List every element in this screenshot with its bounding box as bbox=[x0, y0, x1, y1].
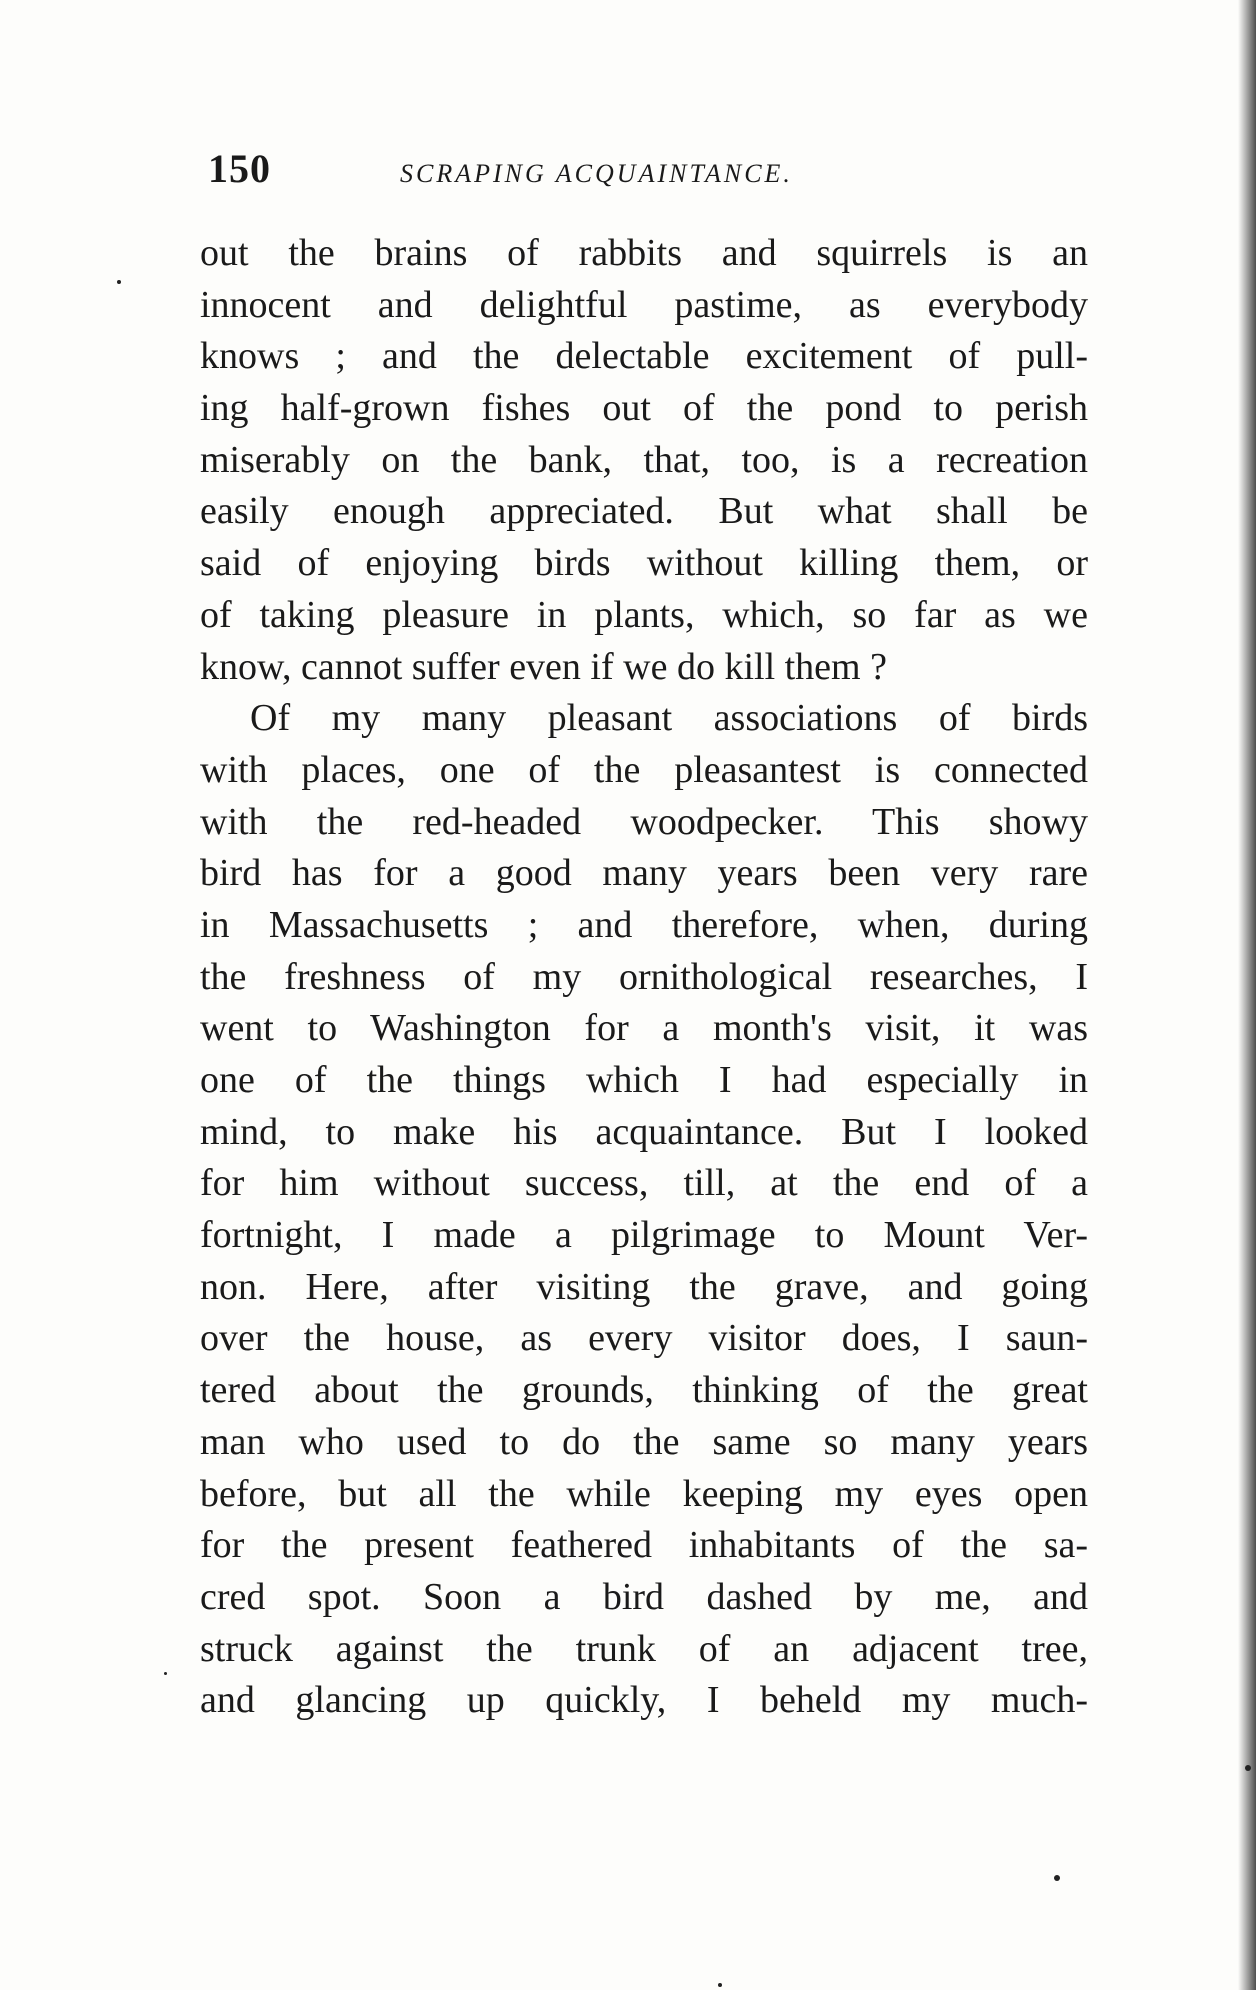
page-number: 150 bbox=[208, 146, 271, 191]
text-line: of taking pleasure in plants, which, so far as we bbox=[200, 593, 1088, 636]
text-line: with places, one of the pleasantest is connected bbox=[200, 748, 1088, 791]
text-line: before, but all the while keeping my eyes open bbox=[200, 1472, 1088, 1515]
page-header bbox=[208, 145, 1088, 197]
text-line: one of the things which I had especially in bbox=[200, 1059, 1088, 1101]
text-line: cred spot. Soon a bird dashed by me, and bbox=[200, 1575, 1088, 1618]
text-line: non. Here, after visiting the grave, and going bbox=[200, 1265, 1088, 1308]
text-line: the freshness of my ornithological researches, I bbox=[200, 955, 1088, 998]
text-line: out the brains of rabbits and squirrels is an bbox=[200, 232, 1088, 274]
text-line: know, cannot suffer even if we do kill them ? bbox=[200, 645, 887, 688]
text-line: bird has for a good many years been very rare bbox=[200, 852, 1088, 895]
text-line: struck against the trunk of an adjacent tree, bbox=[200, 1627, 1088, 1670]
text-line: innocent and delightful pastime, as everybody bbox=[200, 283, 1088, 326]
text-line: easily enough appreciated. But what shall be bbox=[200, 490, 1088, 533]
text-line: miserably on the bank, that, too, is a recreation bbox=[200, 438, 1088, 481]
running-head: SCRAPING ACQUAINTANCE. bbox=[400, 159, 793, 188]
print-speck bbox=[117, 280, 121, 284]
text-line: for him without success, till, at the end of a bbox=[200, 1162, 1088, 1205]
page-edge-shadow bbox=[1238, 0, 1256, 1990]
print-speck bbox=[1054, 1875, 1060, 1881]
text-line: fortnight, I made a pilgrimage to Mount Ver- bbox=[200, 1214, 1088, 1257]
print-speck bbox=[1245, 1765, 1251, 1771]
paragraph-start-line: Of my many pleasant associations of birds bbox=[250, 697, 1088, 740]
text-line: said of enjoying birds without killing them, or bbox=[200, 542, 1088, 585]
print-speck bbox=[718, 1983, 722, 1987]
body-text bbox=[200, 228, 1088, 1727]
text-line: went to Washington for a month's visit, it was bbox=[200, 1007, 1088, 1050]
text-line: man who used to do the same so many years bbox=[200, 1420, 1088, 1463]
text-line: with the red-headed woodpecker. This showy bbox=[200, 800, 1088, 843]
text-line: knows ; and the delectable excitement of pull- bbox=[200, 335, 1088, 378]
text-line: and glancing up quickly, I beheld my much- bbox=[200, 1679, 1088, 1722]
text-line: in Massachusetts ; and therefore, when, during bbox=[200, 903, 1088, 946]
text-line: mind, to make his acquaintance. But I looked bbox=[200, 1110, 1088, 1153]
text-line: for the present feathered inhabitants of the sa- bbox=[200, 1524, 1088, 1567]
text-line: over the house, as every visitor does, I saun- bbox=[200, 1317, 1088, 1360]
text-line: tered about the grounds, thinking of the great bbox=[200, 1369, 1088, 1412]
print-speck bbox=[164, 1672, 167, 1675]
text-line: ing half-grown fishes out of the pond to perish bbox=[200, 387, 1088, 430]
